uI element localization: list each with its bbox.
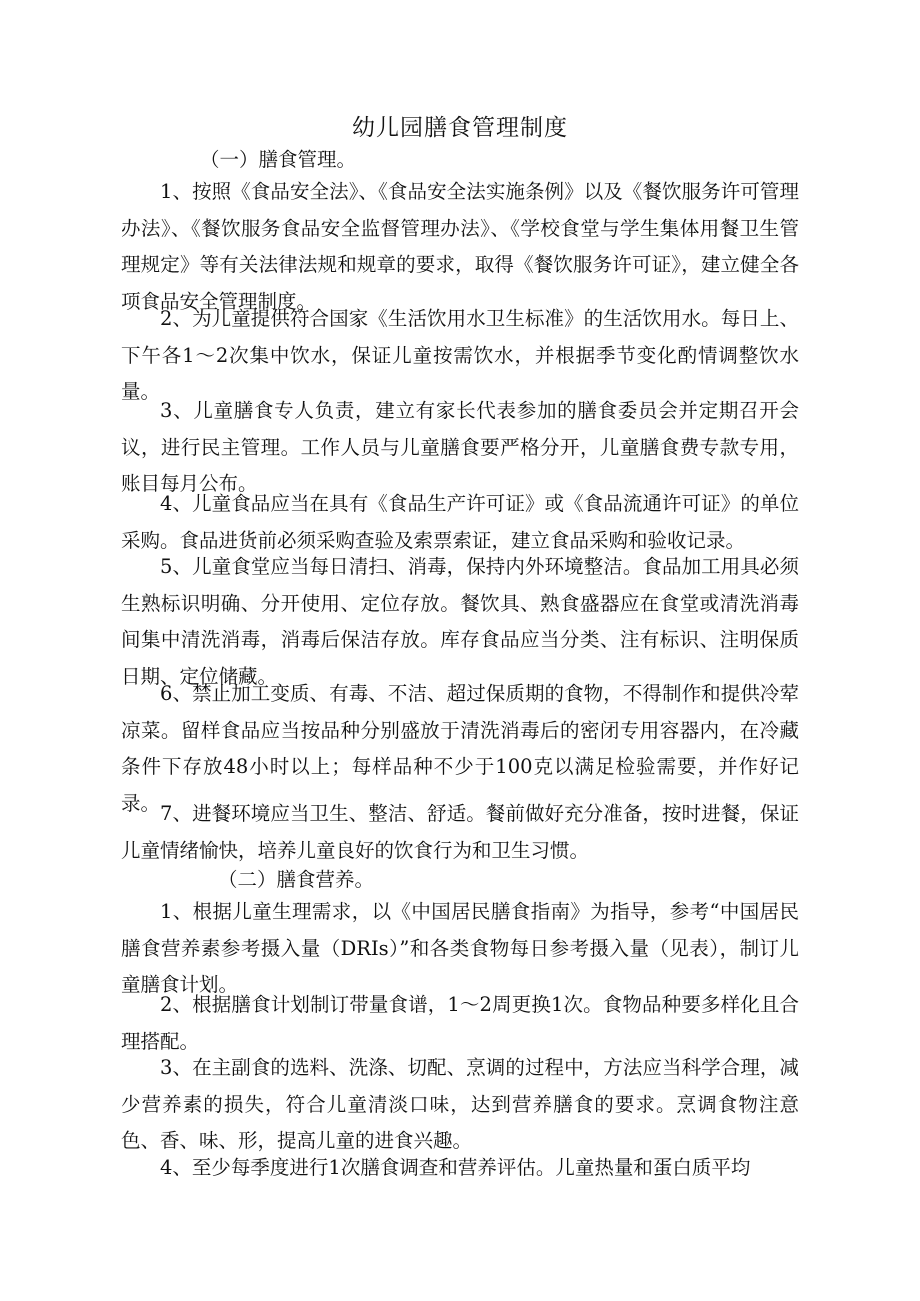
paragraph-nutrition-3: 3、在主副食的选料、洗涤、切配、烹调的过程中，方法应当科学合理，减少营养素的损失，符合儿童清淡口味，达到营养膳食的要求。烹调食物注意色、香、味、形，提高儿童的进食兴趣。	[121, 1056, 799, 1152]
paragraph-nutrition-4: 4、至少每季度进行1次膳食调查和营养评估。儿童热量和蛋白质平均	[160, 1156, 751, 1179]
paragraph-management-7: 7、进餐环境应当卫生、整洁、舒适。餐前做好充分准备，按时进餐，保证儿童情绪愉快，培养儿童良好的饮食行为和卫生习惯。	[121, 802, 799, 862]
paragraph-nutrition-1: 1、根据儿童生理需求，以《中国居民膳食指南》为指导，参考“中国居民膳食营养素参考摄入量（DRIs）”和各类食物每日参考摄入量（见表），制订儿童膳食计划。	[121, 900, 799, 996]
document-title: 幼儿园膳食管理制度	[352, 115, 568, 141]
paragraph-management-1: 1、按照《食品安全法》、《食品安全法实施条例》以及《餐饮服务许可管理办法》、《餐饮服务食品安全监督管理办法》、《学校食堂与学生集体用餐卫生管理规定》等有关法律法规和规章的要求，取得《餐饮服务许可证》，建立健全各项食品安全管理制度。	[121, 180, 799, 313]
paragraph-management-3: 3、儿童膳食专人负责，建立有家长代表参加的膳食委员会并定期召开会议，进行民主管理。工作人员与儿童膳食要严格分开，儿童膳食费专款专用，账目每月公布。	[121, 399, 799, 495]
paragraph-management-5: 5、儿童食堂应当每日清扫、消毒，保持内外环境整洁。食品加工用具必须生熟标识明确、分开使用、定位存放。餐饮具、熟食盛器应在食堂或清洗消毒间集中清洗消毒，消毒后保洁存放。库存食品应当分类、注有标识、注明保质日期、定位储藏。	[121, 555, 799, 688]
paragraph-management-4: 4、儿童食品应当在具有《食品生产许可证》或《食品流通许可证》的单位采购。食品进货前必须采购查验及索票索证，建立食品采购和验收记录。	[121, 492, 799, 552]
section-heading-meal-management: （一）膳食管理。	[200, 148, 357, 171]
paragraph-management-2: 2、为儿童提供符合国家《生活饮用水卫生标准》的生活饮用水。每日上、下午各1～2次集中饮水，保证儿童按需饮水，并根据季节变化酌情调整饮水量。	[121, 307, 799, 403]
paragraph-nutrition-2: 2、根据膳食计划制订带量食谱，1～2周更换1次。食物品种要多样化且合理搭配。	[121, 993, 799, 1053]
paragraph-management-6: 6、禁止加工变质、有毒、不洁、超过保质期的食物，不得制作和提供冷荤凉菜。留样食品应当按品种分别盛放于清洗消毒后的密闭专用容器内，在冷藏条件下存放48小时以上；每样品种不少于100克以满足检验需要，并作好记录。	[121, 682, 799, 815]
section-heading-meal-nutrition: （二）膳食营养。	[218, 868, 375, 891]
